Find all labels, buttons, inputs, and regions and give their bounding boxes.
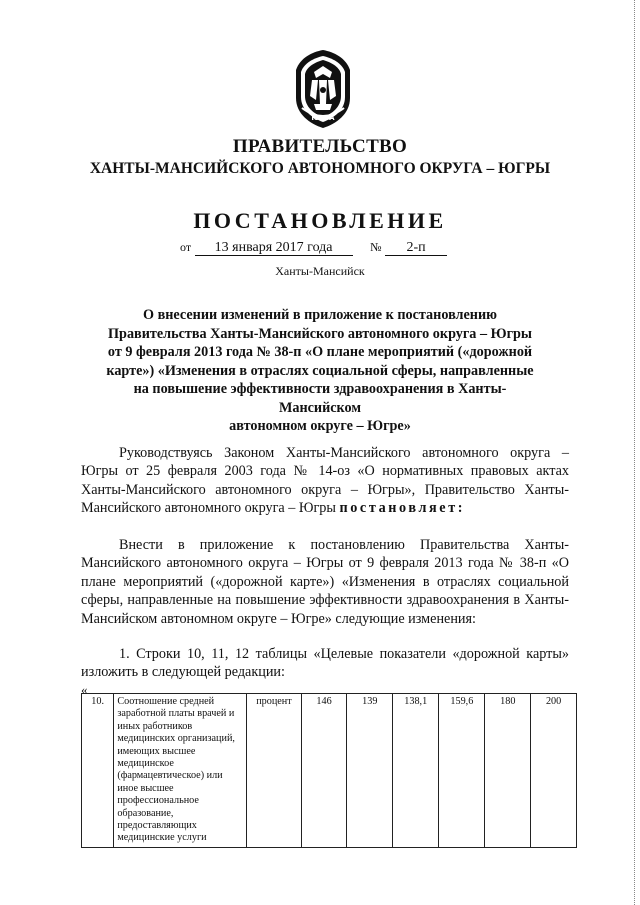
title-line: на повышение эффективности здравоохранения в Ханты-Мансийском (133, 381, 507, 416)
svg-text:ЮГРА: ЮГРА (311, 114, 335, 122)
document-type: ПОСТАНОВЛЕНИЕ (193, 208, 447, 233)
indicators-table (81, 693, 577, 848)
amendment-paragraph: Внести в приложение к постановлению Правительства Ханты-Мансийского автономного округа – Югры от 9 февраля 2013 года № 38-п «О плане мероприятий («дорожной карте») «Изменения в отраслях социальной сферы, направленные на повышение эффективности здравоохранения в Ханты-Мансийском автономном округе – Югре» следующие изменения: (81, 537, 569, 627)
preamble-text: Руководствуясь Законом Ханты-Мансийского автономного округа – Югры от 25 февраля 2003 года № 14-оз «О нормативных правовых актах Ханты-Мансийского автономного округа – Югры», Правительство Ханты-Мансийского автономного округа – Югры (81, 445, 569, 517)
organization-name: ПРАВИТЕЛЬСТВО (232, 136, 408, 157)
document-number: 2-п (385, 240, 447, 256)
value-cell: 200 (531, 694, 577, 848)
title-line: автономном округе – Югре» (229, 418, 411, 434)
value-cell: 146 (301, 694, 347, 848)
title-line: О внесении изменений в приложение к постановлению (142, 307, 497, 323)
document-date: 13 января 2017 года (195, 240, 353, 256)
document-title (95, 306, 545, 436)
row-unit: процент (247, 694, 301, 848)
value-cell: 159,6 (439, 694, 485, 848)
value-cell: 138,1 (393, 694, 439, 848)
table-row (82, 694, 577, 848)
title-line: от 9 февраля 2013 года № 38-п «О плане мероприятий («дорожной (107, 344, 533, 360)
date-prefix: от (180, 240, 192, 254)
item-1-paragraph: 1. Строки 10, 11, 12 таблицы «Целевые показатели «дорожной карты» изложить в следующей редакции: (81, 646, 569, 681)
date-number-line (180, 240, 447, 256)
page-edge-line (634, 0, 638, 905)
open-quote: « (81, 682, 88, 697)
title-line: карте») «Изменения в отраслях социальной сферы, направленные (106, 362, 534, 379)
city: Ханты-Мансийск (275, 264, 365, 278)
preamble-paragraph (81, 444, 569, 518)
row-description: Соотношение средней заработной платы врачей и иных работников медицинских организаций, имеющих высшее медицинское (фармацевтическое) или иное высшее профессиональное образование, предоставляющих медицинские услуги (114, 694, 247, 848)
row-number: 10. (82, 694, 114, 848)
value-cell: 180 (485, 694, 531, 848)
title-line: Правительства Ханты-Мансийского автономного округа – Югры (108, 325, 532, 342)
value-cell: 139 (347, 694, 393, 848)
number-prefix: № (370, 240, 382, 254)
organization-region: ХАНТЫ-МАНСИЙСКОГО АВТОНОМНОГО ОКРУГА – ЮГРЫ (89, 160, 551, 177)
resolves-word: постановляет: (339, 500, 466, 517)
coat-of-arms-icon (292, 48, 354, 130)
